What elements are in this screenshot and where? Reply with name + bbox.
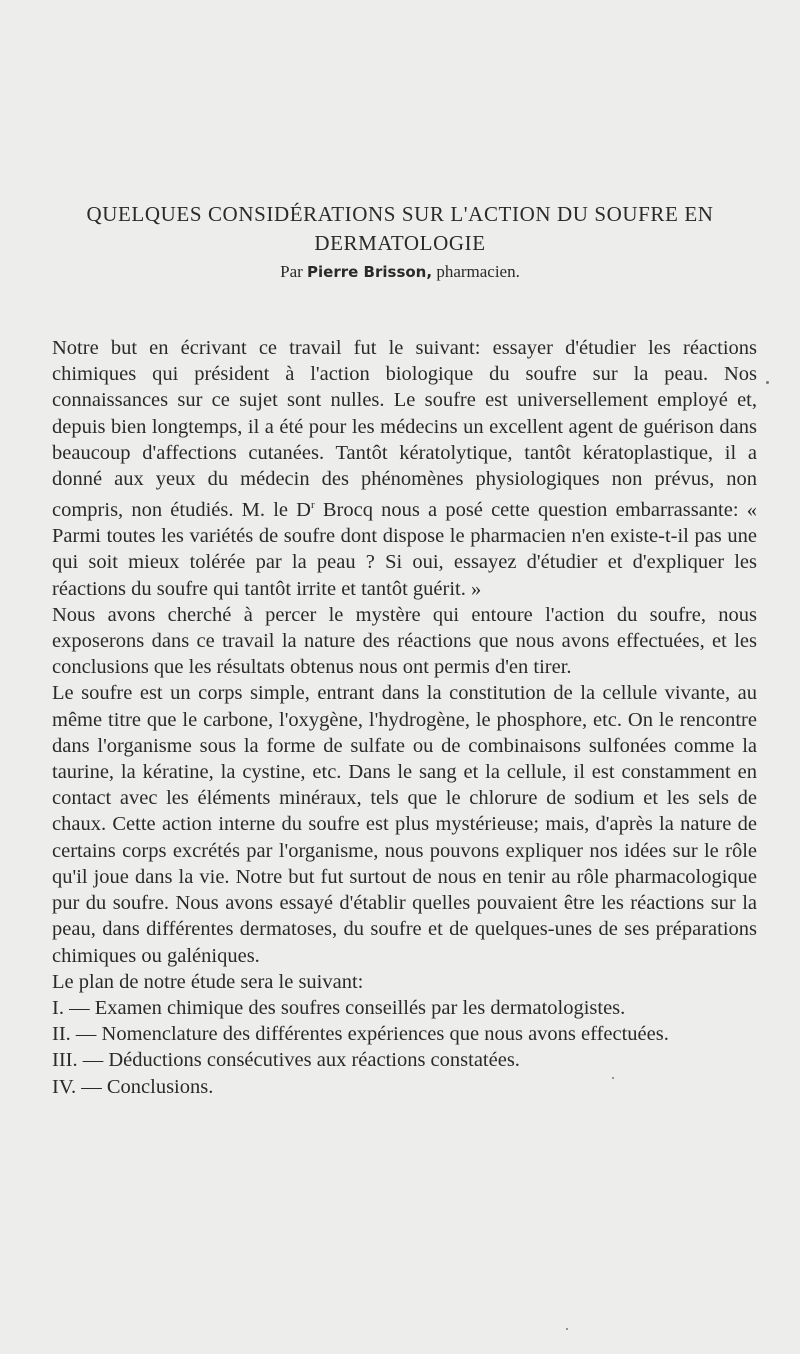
paragraph-3: Le soufre est un corps simple, entrant dans la constitution de la cellule vivante, au même titre que le carbone, l'oxygène, l'hydrogène, le phosphore, etc. On le rencontre dans l'organisme sous la forme de sulfate ou de combinaisons sulfonées comme la taurine, la kératine, la cystine, etc. Dans le sang et la cellule, il est constamment en contact avec les éléments minéraux, tels que le chlorure de sodium et les sels de chaux. Cette action interne du soufre est plus mystérieuse; mais, d'après la nature de certains corps excrétés par l'organisme, nous pouvons expliquer nos idées sur le rôle qu'il joue dans la vie. Notre but fut surtout de nous en tenir au rôle pharmacologique pur du soufre. Nous avons essayé d'établir quelles pouvaient être les réactions sur la peau, dans différentes dermatoses, du soufre et de quelques-unes de ses préparations chimiques ou galéniques. [52, 682, 757, 967]
article-title: QUELQUES CONSIDÉRATIONS SUR L'ACTION DU SOUFRE EN DERMATOLOGIE [86, 202, 714, 255]
byline-prefix: Par [280, 262, 308, 281]
plan-item-4: IV. — Conclusions. [52, 1075, 214, 1098]
paragraph-plan-intro: Le plan de notre étude sera le suivant: [52, 970, 364, 993]
paragraph-intro-text-1: Notre but en écrivant ce travail fut le suivant: essayer d'étudier les réactions chimiques qui président à l'action biologique du soufre sur la peau. Nos connaissances sur ce sujet sont nulles. Le soufre est universellement employé et, depuis bien longtemps, il a été pour les médecins un excellent agent de guérison dans beaucoup d'affections cutanées. Tantôt kératolytique, tantôt kératoplastique, il a donné aux yeux du médecin des phénomènes physiologiques non prévus, non compris, non étudiés. M. le D [52, 337, 757, 522]
byline [0, 261, 800, 283]
paragraph-intro [52, 335, 757, 602]
paragraph-2: Nous avons cherché à percer le mystère qui entoure l'action du soufre, nous exposerons dans ce travail la nature des réactions que nous avons effectuées, et les conclusions que les résultats obtenus nous ont permis d'en tirer. [52, 603, 757, 679]
paragraph-intro-text-2: Brocq nous a posé cette question embarrassante: « Parmi toutes les variétés de soufre dont dispose le pharmacien n'en existe-t-il pas une qui soit mieux tolérée par la peau ? Si oui, essayez d'étudier et d'expliquer les réactions du soufre qui tantôt irrite et tantôt guérit. » [52, 499, 757, 600]
article-body [52, 335, 757, 1100]
plan-item-2: II. — Nomenclature des différentes expériences que nous avons effectuées. [52, 1023, 669, 1046]
author-name: Pierre Brisson, [307, 263, 433, 281]
paper-speck [612, 1077, 614, 1079]
paper-speck [566, 1328, 568, 1330]
byline-suffix: pharmacien. [432, 262, 520, 281]
paper-speck [766, 381, 769, 384]
plan-item-1: I. — Examen chimique des soufres conseillés par les dermatologistes. [52, 996, 626, 1019]
plan-item-3: III. — Déductions consécutives aux réactions constatées. [52, 1049, 520, 1072]
doctor-abbreviation-superscript: r [310, 499, 315, 512]
